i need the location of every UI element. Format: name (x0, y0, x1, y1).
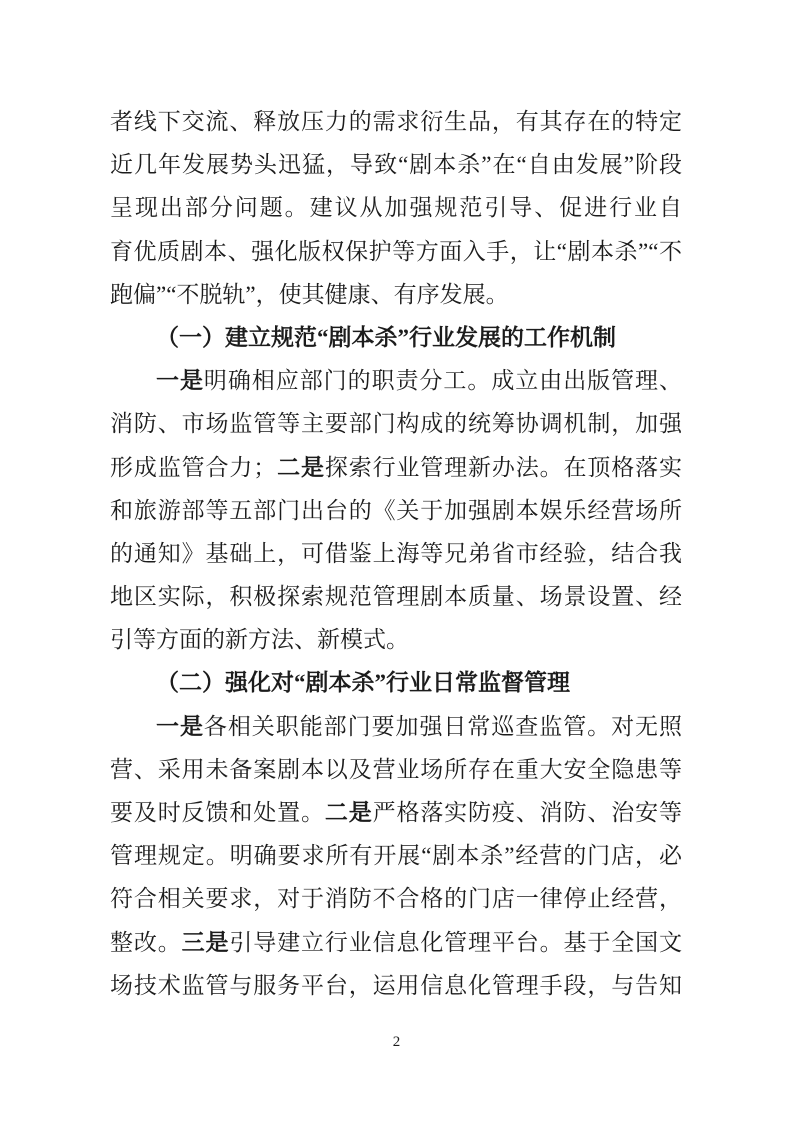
document-line (110, 446, 682, 489)
text-segment: 形成监管合力； (110, 454, 277, 480)
text-segment: 整改。 (110, 929, 182, 955)
document-line (110, 575, 682, 618)
document-line (110, 489, 682, 532)
text-segment: 者线下交流、释放压力的需求衍生品，有其存在的特定 (110, 109, 682, 134)
document-line (110, 705, 682, 748)
document-line (110, 877, 682, 920)
document-line (110, 618, 682, 661)
bold-text-segment: （一）建立规范“剧本杀”行业发展的工作机制 (156, 324, 616, 350)
text-segment: 引导建立行业信息化管理平台。基于全国文 (229, 929, 682, 955)
document-line (110, 921, 682, 964)
text-segment: 场技术监管与服务平台，运用信息化管理手段，与告知 (110, 972, 682, 998)
document-line (110, 359, 682, 402)
bold-text-segment: 一是 (156, 368, 204, 394)
document-line (110, 748, 682, 791)
document-body (110, 100, 682, 1007)
text-segment: 呈现出部分问题。建议从加强规范引导、促进行业自 (110, 195, 682, 221)
section-heading (110, 661, 682, 704)
section-heading (110, 316, 682, 359)
text-segment: 近几年发展势头迅猛，导致“剧本杀”在“自由发展”阶段 (110, 152, 682, 178)
bold-text-segment: 二是 (276, 454, 325, 480)
bold-text-segment: 二是 (324, 800, 373, 825)
text-segment: 引等方面的新方法、新模式。 (110, 627, 409, 653)
text-segment: 明确相应部门的职责分工。成立由出版管理、 (203, 368, 682, 394)
text-segment: 各相关职能部门要加强日常巡查监管。对无照 (203, 713, 682, 739)
document-line (110, 186, 682, 229)
text-segment: 符合相关要求，对于消防不合格的门店一律停止经营， (110, 886, 682, 912)
text-segment: 跑偏”“不脱轨”，使其健康、有序发展。 (110, 281, 509, 307)
document-line (110, 273, 682, 316)
text-segment: 消防、市场监管等主要部门构成的统筹协调机制，加强 (110, 411, 682, 437)
text-segment: 的通知》基础上，可借鉴上海等兄弟省市经验，结合我 (110, 540, 682, 566)
bold-text-segment: 一是 (156, 713, 204, 739)
bold-text-segment: 三是 (181, 929, 230, 955)
text-segment: 管理规定。明确要求所有开展“剧本杀”经营的门店，必 (110, 843, 682, 869)
document-line (110, 230, 682, 273)
text-segment: 和旅游部等五部门出台的《关于加强剧本娱乐经营场所 (110, 497, 682, 523)
document-line (110, 402, 682, 445)
document-line (110, 532, 682, 575)
text-segment: 严格落实防疫、消防、治安等 (372, 800, 682, 825)
text-segment: 地区实际，积极探索规范管理剧本质量、场景设置、经 (110, 584, 682, 610)
text-segment: 要及时反馈和处置。 (110, 800, 325, 825)
document-line (110, 100, 682, 143)
page-number: 2 (392, 1034, 401, 1050)
document-line (110, 834, 682, 877)
bold-text-segment: （二）强化对“剧本杀”行业日常监督管理 (156, 670, 570, 696)
page-footer (0, 1033, 793, 1051)
text-segment: 育优质剧本、强化版权保护等方面入手，让“剧本杀”“不 (110, 238, 682, 264)
document-line (110, 143, 682, 186)
text-segment: 营、采用未备案剧本以及营业场所存在重大安全隐患等 (110, 756, 682, 782)
text-segment: 探索行业管理新办法。在顶格落实 (324, 454, 682, 480)
document-line (110, 791, 682, 834)
document-line (110, 964, 682, 1007)
